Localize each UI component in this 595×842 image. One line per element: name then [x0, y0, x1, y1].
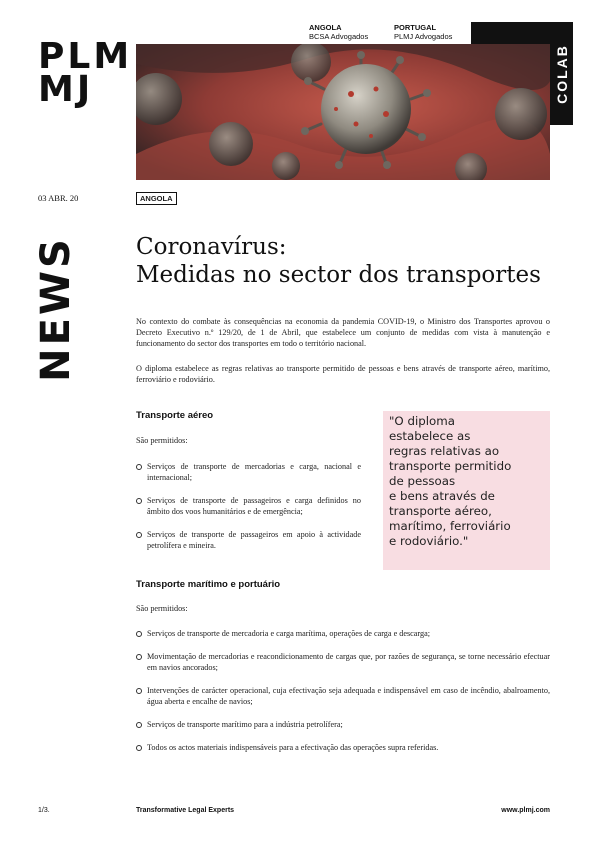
list-item: Serviços de transporte de mercadorias e carga, nacional e internacional;	[136, 461, 361, 483]
list-item: Serviços de transporte marítimo para a indústria petrolífera;	[136, 719, 550, 730]
intro-paragraph-1: No contexto do combate às consequências na economia da pandemia COVID-19, o Ministro dos Transportes aprovou o Decreto Executivo n.º 129/20, de 1 de Abril, que estabelece um conjunto de medidas com vista à manutenção e funcionamento do sector dos transportes em todo o território nacional.	[136, 317, 550, 348]
page-number: 1/3.	[38, 807, 50, 814]
footer-url[interactable]: www.plmj.com	[501, 807, 550, 814]
publication-date: 03 ABR. 20	[38, 193, 79, 203]
hero-virus-image	[136, 44, 550, 180]
list-item: Serviços de transporte de mercadoria e carga marítima, operações de carga e descarga;	[136, 628, 550, 639]
office-portugal: PORTUGAL PLMJ Advogados	[394, 23, 453, 41]
office-angola: ANGOLA BCSA Advogados	[309, 23, 369, 41]
colab-tab: COLAB	[550, 22, 573, 125]
list-item: Movimentação de mercadorias e reacondicionamento de cargas que, por razões de segurança, se torne necessário efectuar em navios ancorados;	[136, 651, 550, 673]
list-item: Serviços de transporte de passageiros em apoio à actividade petrolífera e mineira.	[136, 529, 361, 551]
air-list	[136, 461, 361, 551]
pull-quote: "O diploma estabelece as regras relativas ao transporte permitido de pessoas e bens através de transporte aéreo, marítimo, ferroviário e rodoviário."	[383, 411, 550, 570]
footer-tagline: Transformative Legal Experts	[136, 807, 235, 814]
sea-list	[136, 628, 550, 753]
list-item: Intervenções de carácter operacional, cuja efectivação seja adequada e indispensável em caso de incêndio, abalroamento, água aberta e encalhe de navios;	[136, 685, 550, 707]
page-title: Coronavírus: Medidas no sector dos transportes	[136, 234, 541, 288]
list-item: Todos os actos materiais indispensáveis para a efectivação das operações supra referidas.	[136, 742, 550, 753]
list-item: Serviços de transporte de passageiros e carga definidos no âmbito dos voos humanitários e de emergência;	[136, 495, 361, 517]
sea-permitted-label: São permitidos:	[136, 604, 188, 613]
intro-paragraph-2: O diploma estabelece as regras relativas ao transporte permitido de pessoas e bens através de transporte aéreo, marítimo, ferroviário e rodoviário.	[136, 364, 550, 384]
country-badge: ANGOLA	[136, 192, 177, 205]
plmj-logo: PLM MJ	[38, 36, 133, 110]
section-heading-air: Transporte aéreo	[136, 410, 214, 421]
colab-tab-top	[471, 22, 550, 44]
air-permitted-label: São permitidos:	[136, 436, 188, 445]
news-label: NEWS	[33, 236, 79, 382]
section-heading-sea: Transporte marítimo e portuário	[136, 579, 281, 590]
